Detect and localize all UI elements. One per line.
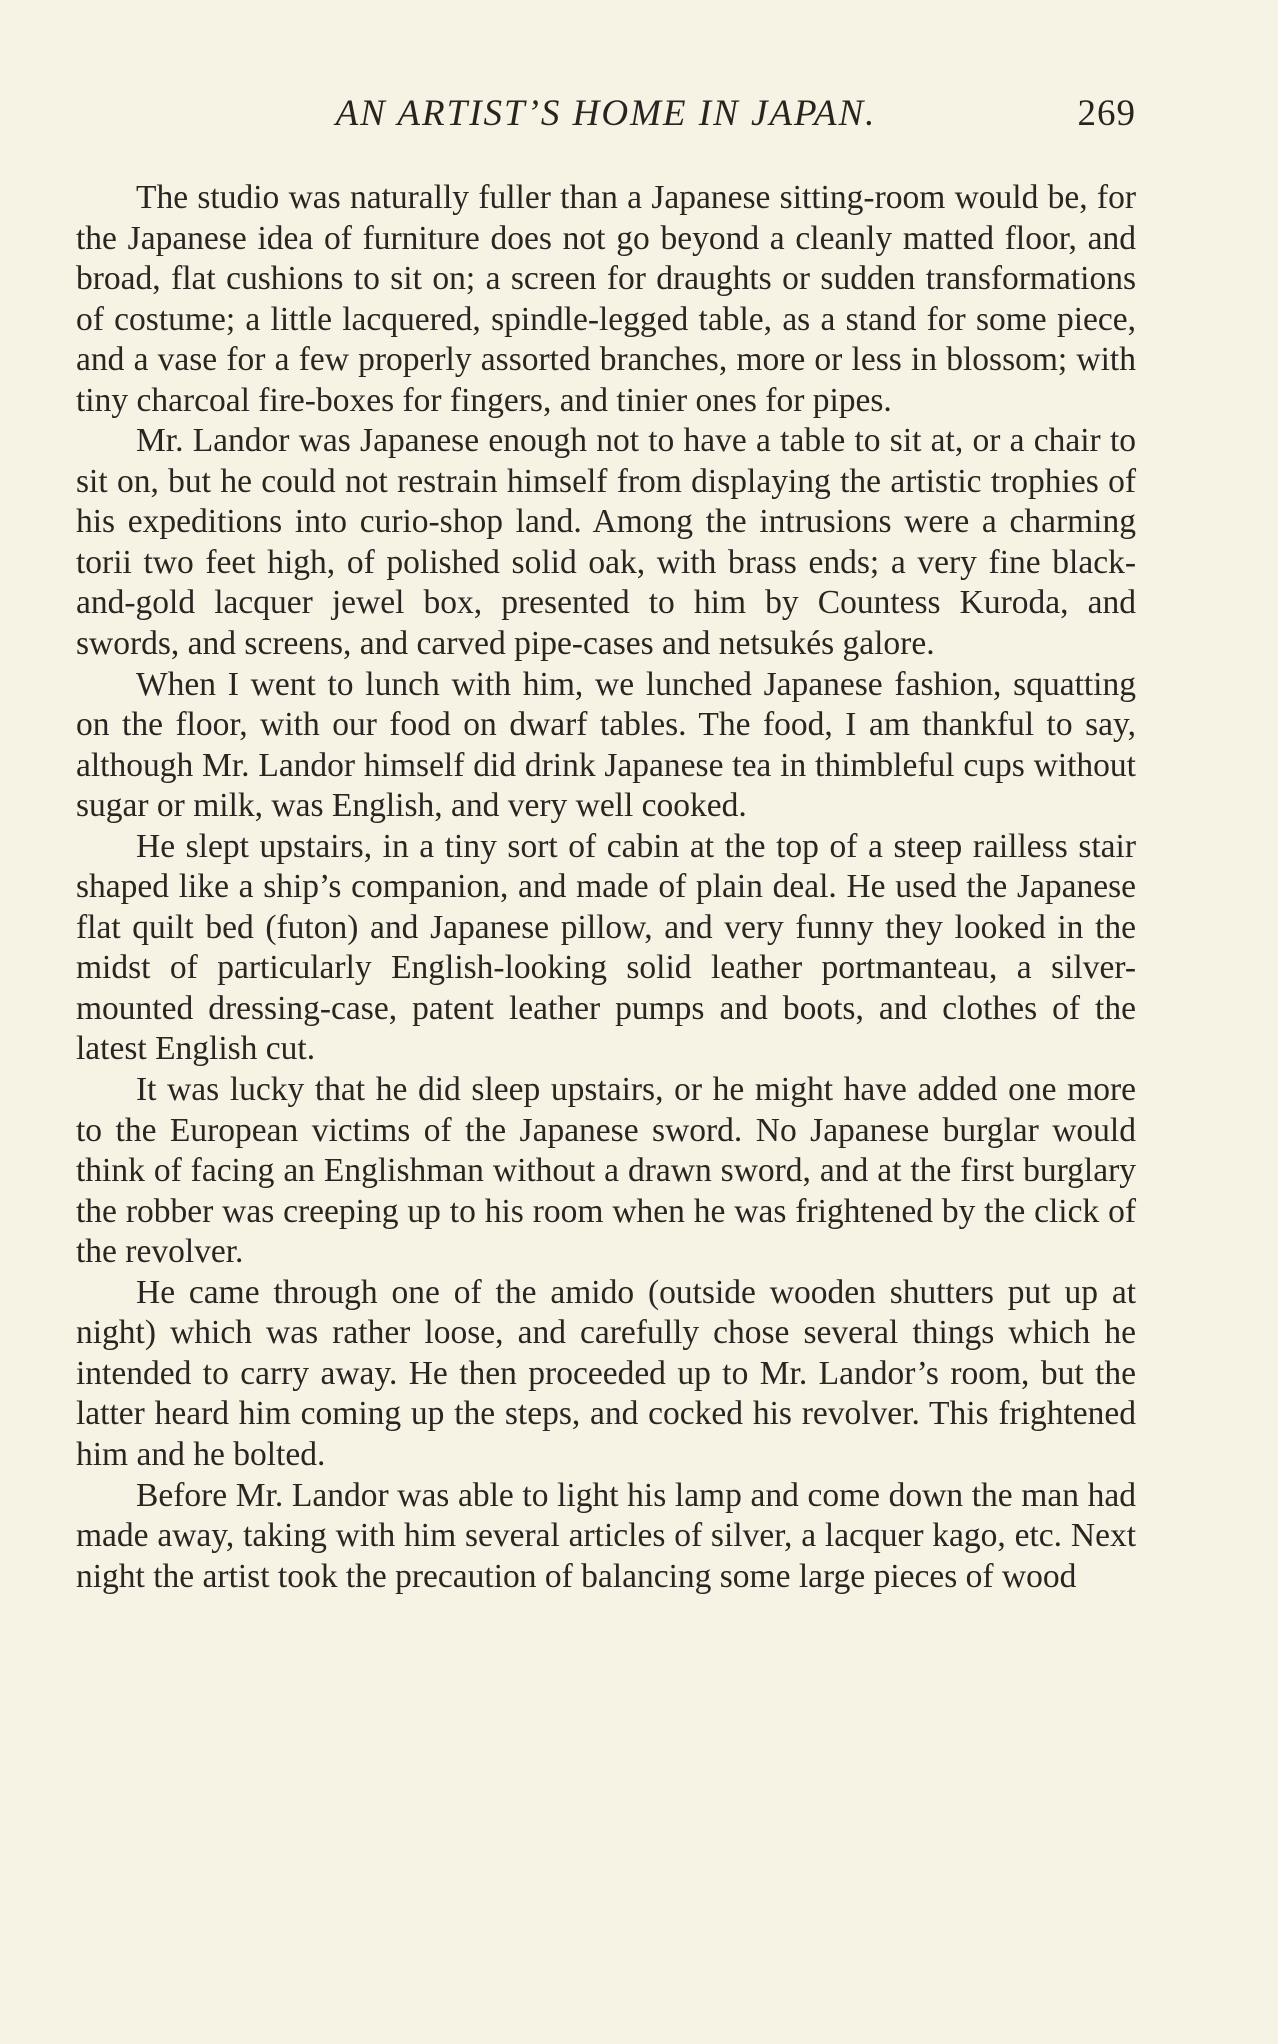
paragraph: Before Mr. Landor was able to light his lamp and come down the man had made away, taking with him several articles of silver, a lacquer kago, etc. Next night the artist took the precaution of balancing some large pieces of wood [76, 1476, 1136, 1595]
paragraph: It was lucky that he did sleep upstairs, or he might have added one more to the European victims of the Japanese sword. No Japanese burglar would think of facing an Englishman without a drawn sword, and at the first burglary the robber was creeping up to his room when he was frightened by the click of the revolver. [76, 1071, 1136, 1271]
paragraph: He slept upstairs, in a tiny sort of cabin at the top of a steep railless stair shaped like a ship’s companion, and made of plain deal. He used the Japanese flat quilt bed (futon) and Japanese pillow, and very funny they looked in the midst of particularly English-looking solid leather portmanteau, a silver-mounted dressing-case, patent leather pumps and boots, and clothes of the latest English cut. [76, 827, 1136, 1068]
page-header [76, 92, 1136, 140]
paragraph: He came through one of the amido (outside wooden shutters put up at night) which was rather loose, and carefully chose several things which he intended to carry away. He then proceeded up to Mr. Landor’s room, but the latter heard him coming up the steps, and cocked his revolver. This frightened him and he bolted. [76, 1273, 1136, 1473]
paragraph: When I went to lunch with him, we lunched Japanese fashion, squatting on the floor, with our food on dwarf tables. The food, I am thankful to say, although Mr. Landor himself did drink Japanese tea in thimbleful cups without sugar or milk, was English, and very well cooked. [76, 665, 1136, 825]
running-title: AN ARTIST’S HOME IN JAPAN. [335, 93, 877, 134]
paragraph: Mr. Landor was Japanese enough not to have a table to sit at, or a chair to sit on, but he could not restrain himself from displaying the artistic trophies of his expeditions into curio-shop land. Among the intrusions were a charming torii two feet high, of polished solid oak, with brass ends; a very fine black-and-gold lacquer jewel box, presented to him by Countess Kuroda, and swords, and screens, and carved pipe-cases and netsukés galore. [76, 422, 1136, 663]
paragraph: The studio was naturally fuller than a Japanese sitting-room would be, for the Japanese idea of furniture does not go beyond a cleanly matted floor, and broad, flat cushions to sit on; a screen for draughts or sudden transformations of costume; a little lacquered, spindle-legged table, as a stand for some piece, and a vase for a few properly assorted branches, more or less in blossom; with tiny charcoal fire-boxes for fingers, and tinier ones for pipes. [76, 179, 1136, 419]
page-number: 269 [1077, 93, 1136, 134]
body-text [76, 178, 1136, 1597]
